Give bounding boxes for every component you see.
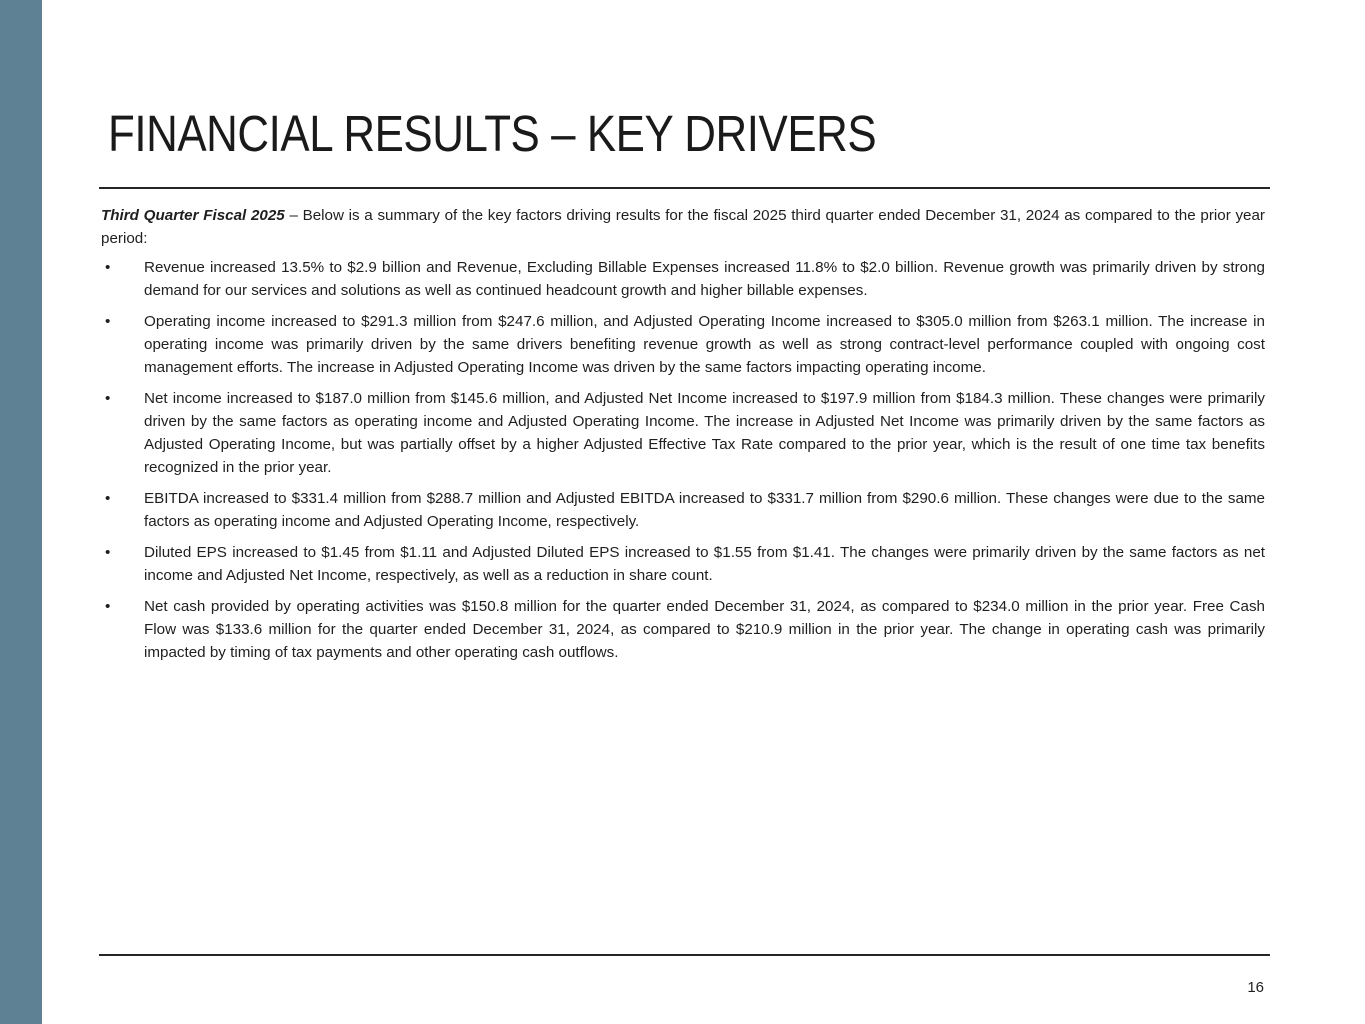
- key-drivers-list: [101, 256, 1265, 664]
- bullet-revenue: [101, 256, 1265, 302]
- footer-divider: [99, 954, 1270, 956]
- slide-accent-bar: [0, 0, 42, 1024]
- bullet-dot-icon: •: [105, 313, 111, 330]
- bullet-text: Net cash provided by operating activities was $150.8 million for the quarter ended December 31, 2024, as compared to $234.0 million in the prior year. Free Cash Flow was $133.6 million for the quarter ended December 31, 2024, as compared to $210.9 million in the prior year. The change in operating cash was primarily impacted by timing of tax payments and other operating cash outflows.: [144, 598, 1265, 661]
- bullet-operating-income: [101, 310, 1265, 379]
- slide-title: FINANCIAL RESULTS – KEY DRIVERS: [108, 105, 877, 162]
- bullet-dot-icon: •: [105, 544, 111, 561]
- intro-lead: Third Quarter Fiscal 2025: [101, 207, 285, 224]
- bullet-text: Diluted EPS increased to $1.45 from $1.11 and Adjusted Diluted EPS increased to $1.55 from $1.41. The changes were primarily driven by the same factors as net income and Adjusted Net Income, respectively, as well as a reduction in share count.: [144, 544, 1265, 584]
- bullet-diluted-eps: [101, 541, 1265, 587]
- bullet-net-income: [101, 387, 1265, 479]
- bullet-ebitda: [101, 487, 1265, 533]
- intro-paragraph: [101, 204, 1265, 250]
- bullet-text: Operating income increased to $291.3 million from $247.6 million, and Adjusted Operating Income increased to $305.0 million from $263.1 million. The increase in operating income was primarily driven by the same drivers benefiting revenue growth as well as strong contract-level performance coupled with ongoing cost management efforts. The increase in Adjusted Operating Income was driven by the same factors impacting operating income.: [144, 313, 1265, 376]
- bullet-dot-icon: •: [105, 390, 111, 407]
- bullet-text: Net income increased to $187.0 million from $145.6 million, and Adjusted Net Income increased to $197.9 million from $184.3 million. These changes were primarily driven by the same factors as operating income and Adjusted Operating Income. The increase in Adjusted Net Income was primarily driven by the same factors as Adjusted Operating Income, but was partially offset by a higher Adjusted Effective Tax Rate compared to the prior year, which is the result of one time tax benefits recognized in the prior year.: [144, 390, 1265, 476]
- bullet-text: EBITDA increased to $331.4 million from $288.7 million and Adjusted EBITDA increased to $331.7 million from $290.6 million. These changes were due to the same factors as operating income and Adjusted Operating Income, respectively.: [144, 490, 1265, 530]
- bullet-cash-flow: [101, 595, 1265, 664]
- bullet-dot-icon: •: [105, 259, 111, 276]
- bullet-dot-icon: •: [105, 490, 111, 507]
- bullet-dot-icon: •: [105, 598, 111, 615]
- slide-body: [101, 204, 1265, 672]
- bullet-text: Revenue increased 13.5% to $2.9 billion and Revenue, Excluding Billable Expenses increased 11.8% to $2.0 billion. Revenue growth was primarily driven by strong demand for our services and solutions as well as continued headcount growth and higher billable expenses.: [144, 259, 1265, 299]
- page-number: 16: [1247, 979, 1264, 996]
- title-divider: [99, 187, 1270, 189]
- intro-text: – Below is a summary of the key factors driving results for the fiscal 2025 third quarter ended December 31, 2024 as compared to the prior year period:: [101, 207, 1265, 247]
